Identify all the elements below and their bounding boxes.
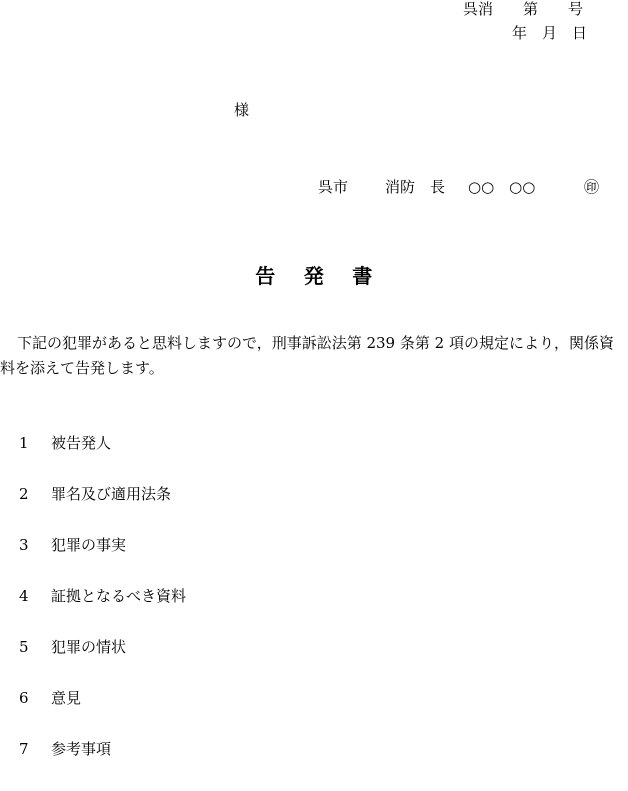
document-date: 年 月 日 [512, 24, 588, 42]
list-item [19, 689, 186, 740]
item-label: 犯罪の事実 [51, 536, 127, 554]
list-item [19, 740, 186, 791]
item-label: 犯罪の情状 [51, 638, 127, 656]
title-char: 書 [352, 264, 373, 288]
title-char: 告 [255, 264, 276, 288]
item-number: 2 [19, 485, 29, 503]
title-char: 発 [303, 264, 325, 288]
list-item [19, 485, 186, 536]
item-number: 5 [19, 638, 29, 656]
list-item [19, 536, 186, 587]
sender-city: 呉市 [318, 178, 349, 196]
addressee-honorific: 様 [234, 101, 250, 119]
item-label: 参考事項 [51, 740, 112, 758]
item-number: 4 [19, 587, 29, 605]
list-item [19, 434, 186, 485]
sender-name-placeholder: ○○ ○○ [468, 178, 536, 196]
item-number: 3 [19, 536, 29, 554]
item-number: 6 [19, 689, 29, 707]
item-number: 1 [19, 434, 29, 452]
item-label: 罪名及び適用法条 [51, 485, 172, 503]
item-list [19, 434, 186, 791]
seal-mark: ㊞ [584, 178, 600, 196]
list-item [19, 638, 186, 689]
document-title [0, 264, 628, 288]
item-label: 証拠となるべき資料 [51, 587, 187, 605]
item-label: 被告発人 [51, 434, 112, 452]
list-item [19, 587, 186, 638]
sender-title: 消防 長 [385, 178, 446, 196]
document-number: 呉消 第 号 [463, 0, 584, 18]
item-number: 7 [19, 740, 29, 758]
body-paragraph: 下記の犯罪があると思料しますので，刑事訴訟法第 239 条第 2 項の規定により，関係資料を添えて告発します。 [0, 334, 614, 377]
item-label: 意見 [51, 689, 82, 707]
